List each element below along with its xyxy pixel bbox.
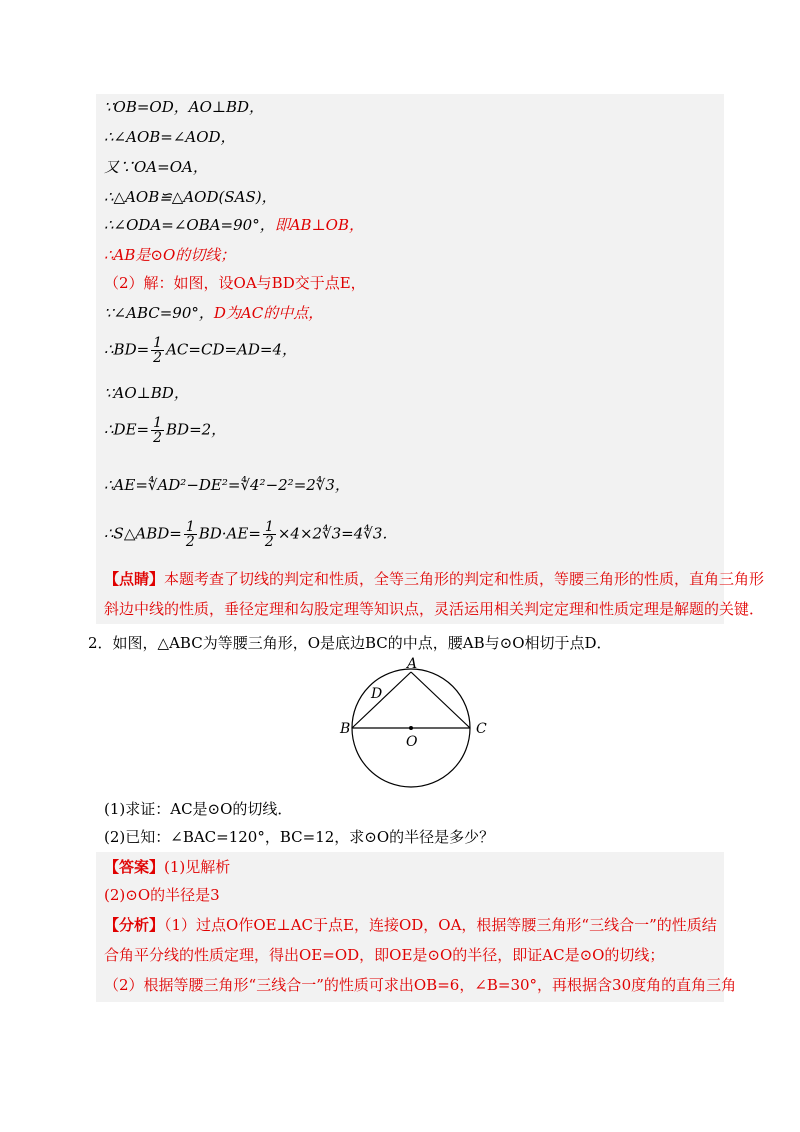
proof-line-2: ∴∠AOB=∠AOD， (104, 128, 236, 146)
fraction-half: $\frac{1}{2}$ (185, 519, 195, 550)
proof-line-11 (104, 416, 226, 445)
fraction-half: $\frac{1}{2}$ (264, 519, 274, 550)
shaded-region (381, 672, 441, 699)
comment-line-2: 斜边中线的性质，垂径定理和勾股定理等知识点，灵活运用相关判定定理和性质定理是解题的关键． (104, 600, 765, 618)
fraction-half: $\frac{1}{2}$ (153, 415, 163, 446)
proof-line-9-a: ∴BD= (104, 340, 150, 359)
analysis-line-2: 合角平分线的性质定理，得出OE=OD，即OE是⊙O的半径，即证AC是⊙O的切线； (104, 946, 665, 964)
question-2-stem (88, 632, 612, 654)
proof-line-6-c: 的切线； (175, 246, 236, 264)
analysis-tag: 【分析】 (104, 916, 165, 934)
proof-line-9-b: AC=CD=AD=4， (166, 340, 298, 359)
proof-line-3: 又∵OA=OA， (104, 158, 208, 176)
proof-line-1: ∵OB=OD，AO⊥BD， (104, 98, 265, 116)
proof-line-11-b: BD=2， (166, 420, 227, 439)
answer-line-2: (2)⊙O的半径是3 (104, 886, 220, 904)
proof-line-8-a: ∵∠ABC=90°， (104, 304, 214, 322)
answer-line-1 (104, 856, 230, 878)
proof-line-6-circle: ⊙O (150, 246, 176, 264)
analysis-text-1: （1）过点O作OE⊥AC于点E，连接OD，OA，根据等腰三角形“三线合一”的性质结 (164, 916, 717, 934)
center-point (409, 726, 413, 730)
label-o: O (406, 734, 418, 750)
proof-line-13 (104, 520, 397, 549)
question-part-1: (1)求证：AC是⊙O的切线． (104, 800, 293, 818)
question-part-2: (2)已知：∠BAC=120°，BC=12，求⊙O的半径是多少？ (104, 828, 495, 846)
comment-line-1 (104, 568, 764, 590)
proof-line-6 (104, 244, 235, 266)
proof-line-4: ∴△AOB≌△AOD(SAS)， (104, 188, 277, 206)
proof-line-5-b: 即AB⊥OB， (274, 216, 365, 234)
proof-line-10: ∵AO⊥BD， (104, 384, 189, 402)
proof-line-13-c: ×4×2∜3=4∜3． (277, 524, 398, 543)
question-text: 如图，△ABC为等腰三角形，O是底边BC的中点，腰AB与⊙O相切于点D． (112, 634, 612, 652)
analysis-line-3: （2）根据等腰三角形“三线合一”的性质可求出OB=6，∠B=30°，再根据含30度角的直角三角 (104, 976, 737, 994)
proof-line-13-a: ∴S△ABD= (104, 524, 182, 543)
proof-line-13-b: BD·AE= (198, 524, 261, 543)
geometry-figure (336, 654, 516, 804)
proof-line-6-a: ∴AB是 (104, 246, 151, 264)
question-number: 2． (88, 634, 113, 652)
label-d: D (371, 686, 383, 702)
fraction-half: $\frac{1}{2}$ (153, 335, 163, 366)
proof-line-12: ∴AE=∜AD²−DE²=∜4²−2²=2∜3， (104, 476, 350, 494)
label-a: A (407, 656, 418, 672)
answer-text-1: (1)见解析 (164, 858, 231, 876)
proof-line-9 (104, 336, 297, 365)
comment-text-1: 本题考查了切线的判定和性质，全等三角形的判定和性质，等腰三角形的性质，直角三角形 (164, 570, 765, 588)
proof-line-5 (104, 214, 364, 236)
side-ac (411, 672, 470, 728)
proof-line-7: （2）解：如图，设OA与BD交于点E， (104, 274, 366, 292)
analysis-line-1 (104, 914, 717, 936)
answer-tag: 【答案】 (104, 858, 165, 876)
comment-tag: 【点睛】 (104, 570, 165, 588)
proof-line-8-b: D为AC的中点， (213, 304, 324, 322)
label-b: B (340, 721, 351, 737)
proof-line-5-a: ∴∠ODA=∠OBA=90°， (104, 216, 275, 234)
proof-line-8 (104, 302, 323, 324)
label-c: C (476, 721, 487, 737)
proof-line-11-a: ∴DE= (104, 420, 150, 439)
